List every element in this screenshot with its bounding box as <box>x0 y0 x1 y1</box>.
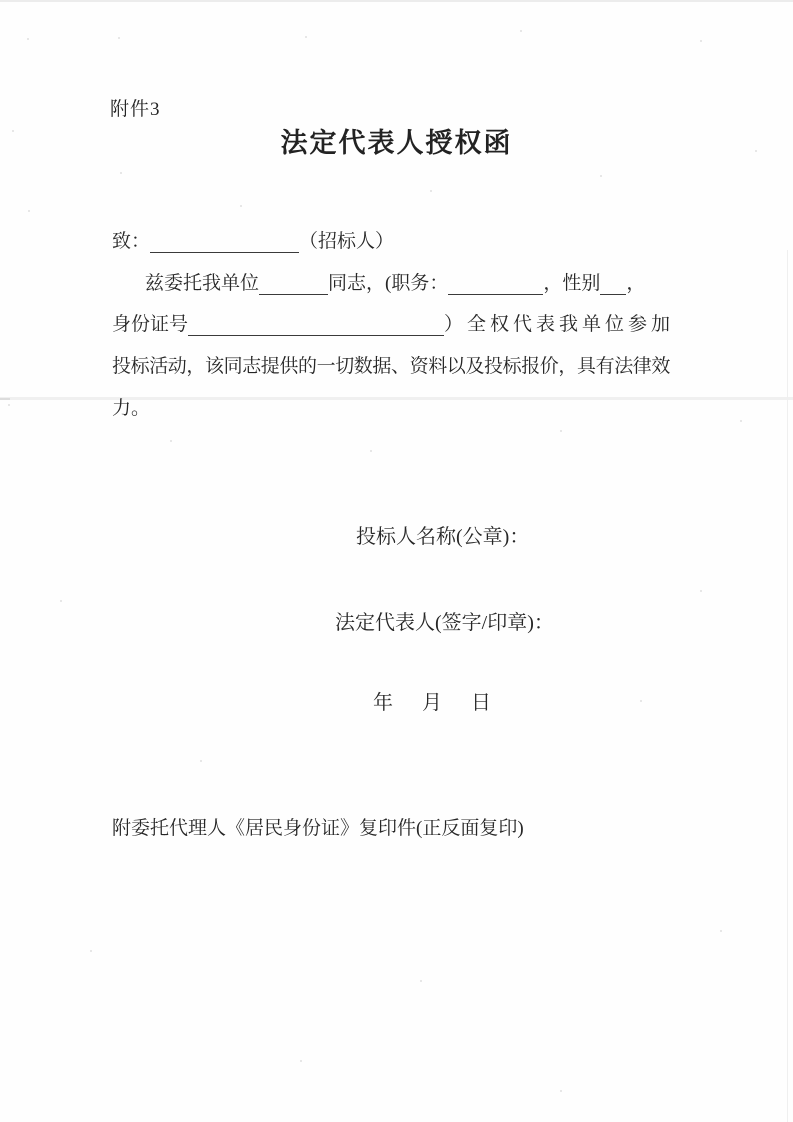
attachment-label: 附件3 <box>110 99 161 120</box>
scan-speck <box>240 205 242 207</box>
scan-speck <box>560 1090 562 1092</box>
activity-line: 投标活动，该同志提供的一切数据、资料以及投标报价，具有法律效 <box>112 356 671 377</box>
end-line: 力。 <box>112 398 151 419</box>
scan-speck <box>700 40 702 42</box>
date-line <box>373 686 491 715</box>
scan-speck <box>120 172 122 174</box>
entrust-seg3: ，性别 <box>543 273 601 294</box>
date-year-label: 年 <box>373 692 393 714</box>
scan-speck <box>170 440 172 442</box>
entrust-line <box>145 268 645 295</box>
scan-speck <box>8 404 10 406</box>
entrust-seg2: 同志，(职务： <box>328 273 449 294</box>
recipient-line <box>112 226 394 253</box>
scan-right-edge-artifact <box>787 250 788 1122</box>
scan-speck <box>90 950 92 952</box>
id-number-line <box>112 309 674 336</box>
footer-attachment-note: 附委托代理人《居民身份证》复印件(正反面复印) <box>112 818 524 839</box>
date-month-label: 月 <box>422 692 442 714</box>
scan-speck <box>370 450 372 452</box>
date-day-label: 日 <box>471 692 491 714</box>
scan-speck <box>420 980 422 982</box>
scan-speck <box>430 190 432 192</box>
scan-speck <box>118 37 120 39</box>
entrust-seg4: ， <box>626 273 646 294</box>
id-number-blank <box>188 316 444 336</box>
id-line-prefix: 身份证号 <box>112 314 189 335</box>
bidder-name-label: 投标人名称(公章)： <box>356 526 530 548</box>
scan-speck <box>300 1060 302 1062</box>
scan-speck <box>27 38 29 40</box>
recipient-suffix: （招标人） <box>299 231 395 252</box>
gender-blank <box>600 275 626 295</box>
scan-speck <box>305 36 307 38</box>
scan-speck <box>520 30 522 32</box>
scan-speck <box>200 760 202 762</box>
position-blank <box>448 275 543 295</box>
document-title: 法定代表人授权函 <box>280 128 513 158</box>
legal-representative-label: 法定代表人(签字/印章)： <box>335 612 554 634</box>
id-line-suffix: ）全权代表我单位参加 <box>443 314 674 335</box>
recipient-prefix: 致： <box>112 231 151 252</box>
agent-name-blank <box>259 275 328 295</box>
scan-speck <box>600 175 602 177</box>
scan-speck <box>700 590 702 592</box>
entrust-seg1: 兹委托我单位 <box>145 273 260 294</box>
scan-speck <box>560 430 562 432</box>
scan-band-tick-artifact <box>0 398 10 400</box>
scan-top-edge-artifact <box>0 0 793 2</box>
scan-speck <box>720 930 722 932</box>
scan-speck <box>740 420 742 422</box>
scan-speck <box>28 210 30 212</box>
recipient-name-blank <box>150 233 299 253</box>
scan-speck <box>60 600 62 602</box>
scan-speck <box>640 700 642 702</box>
